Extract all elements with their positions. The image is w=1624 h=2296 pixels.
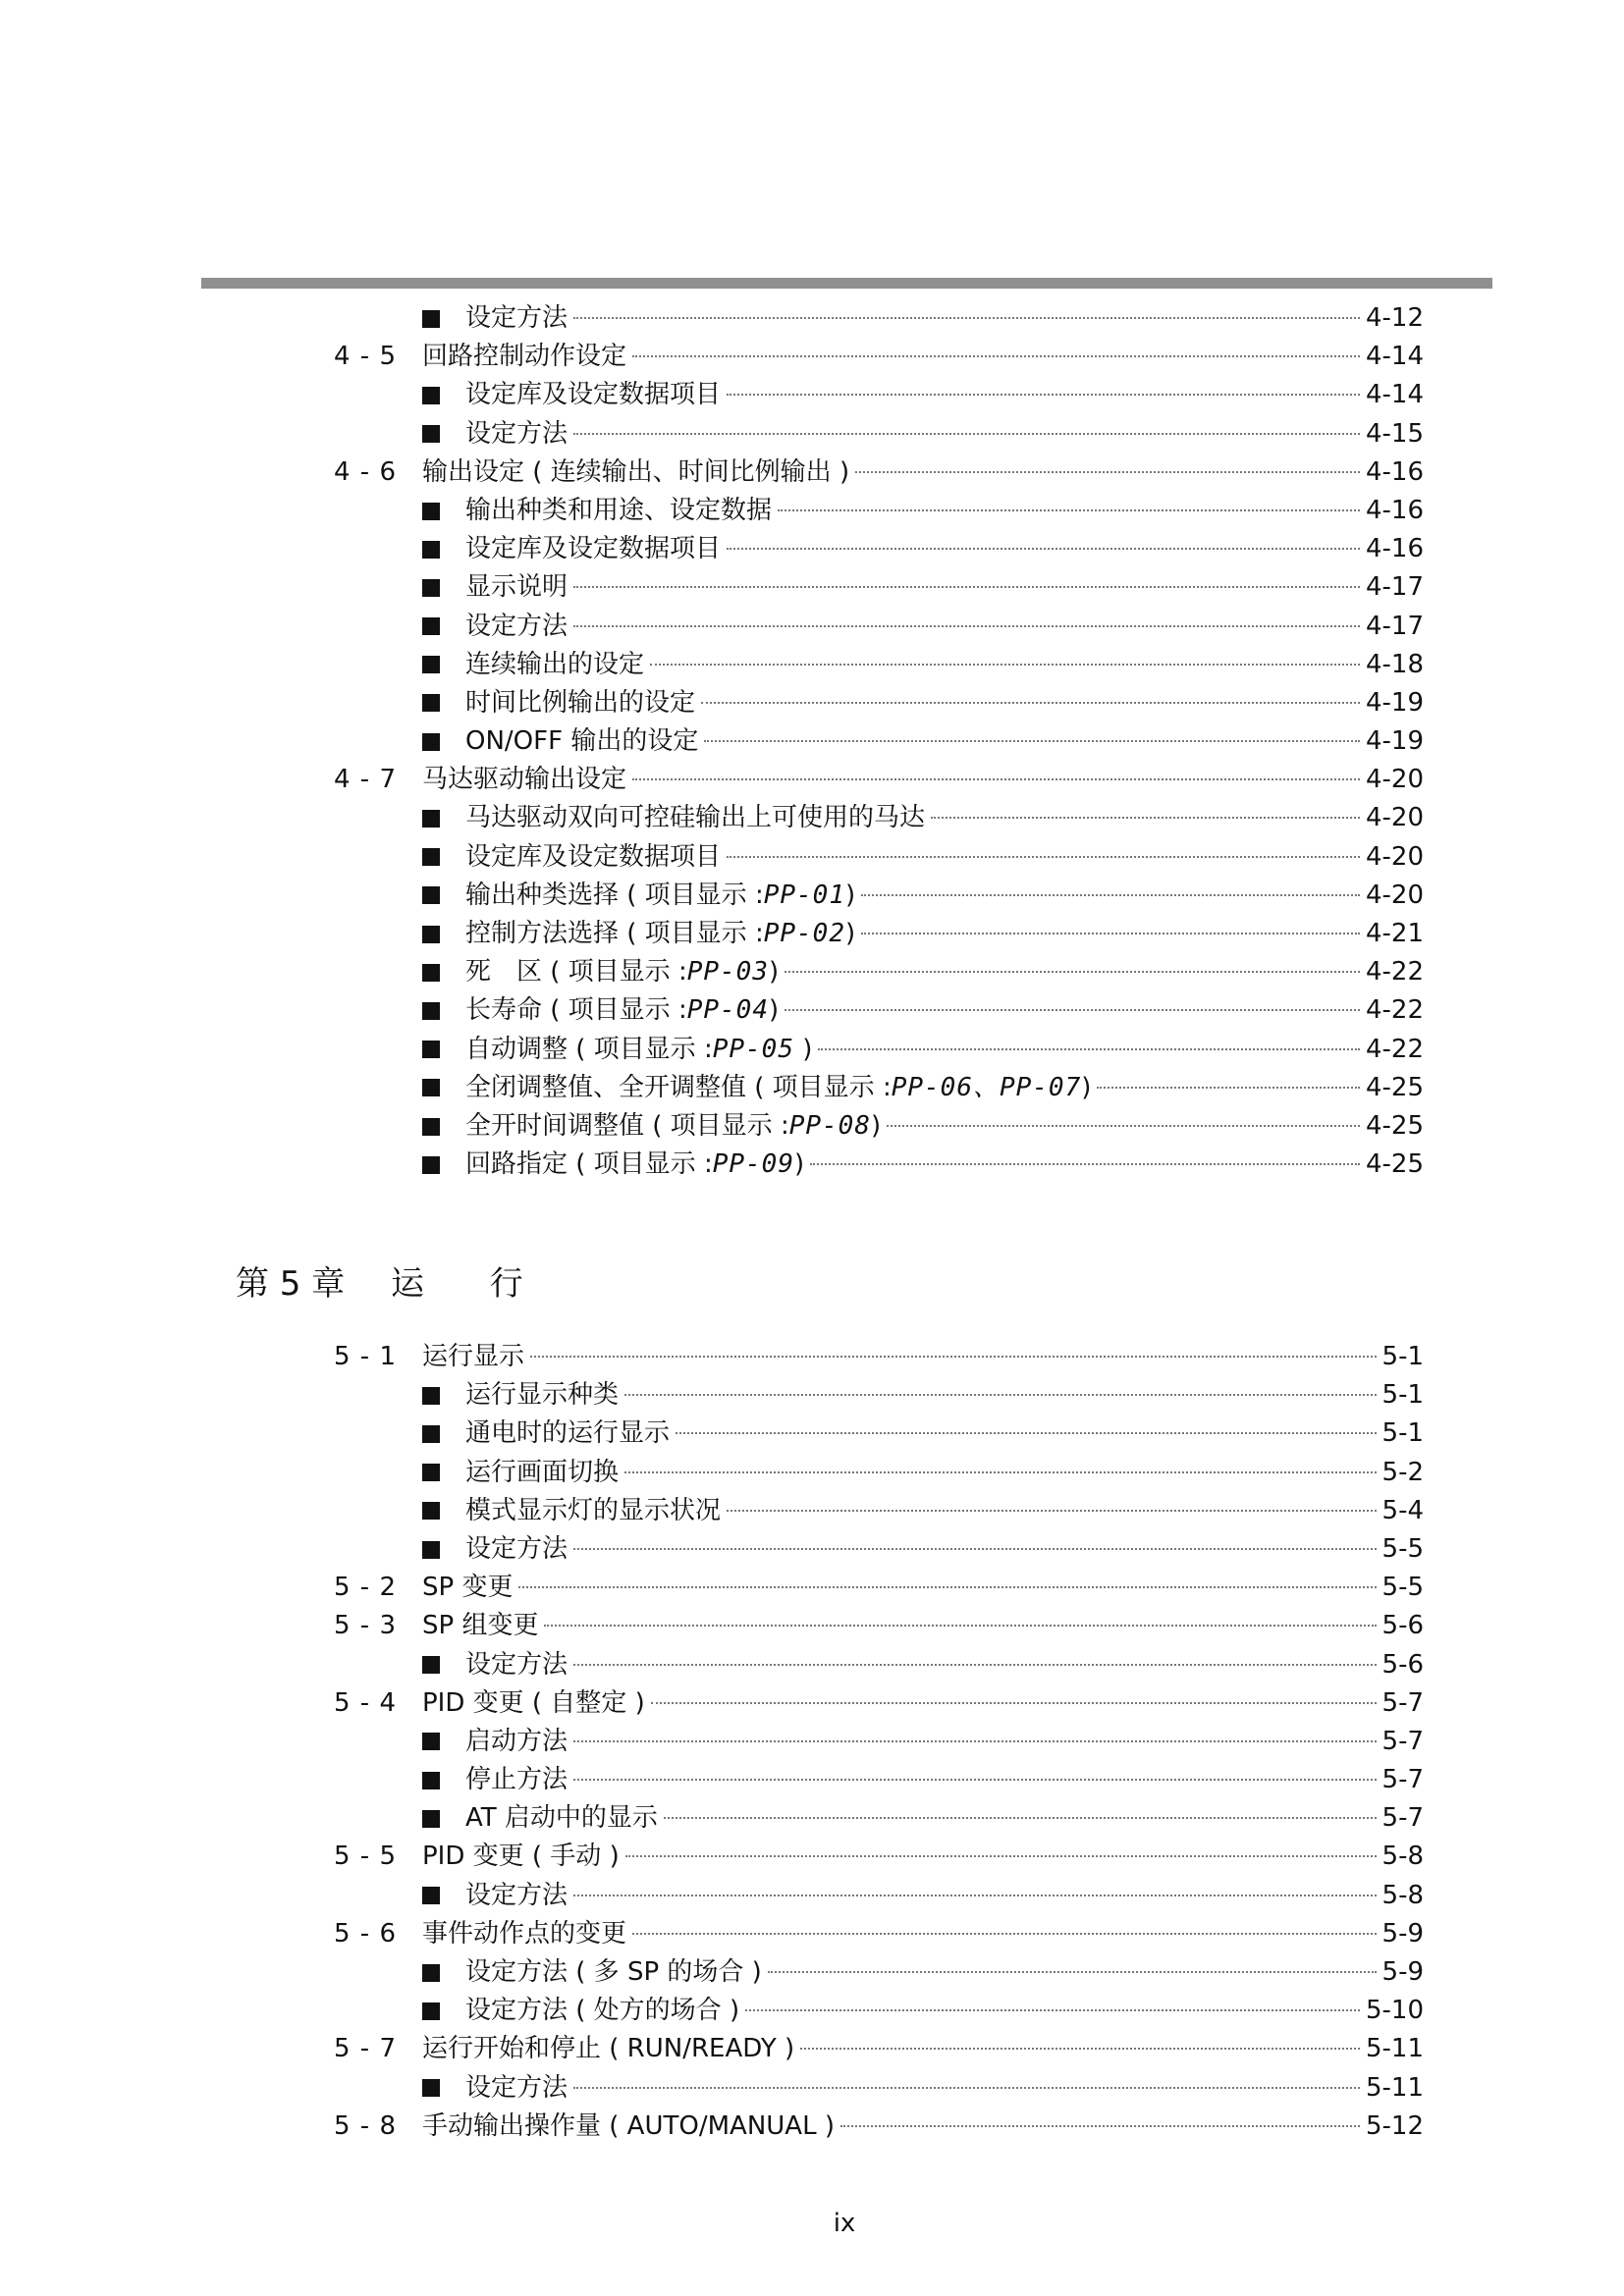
- page-reference: 4-19: [1365, 726, 1424, 757]
- entry-title-text: 显示说明: [465, 572, 568, 603]
- toc-section-row[interactable]: [334, 1684, 1424, 1723]
- page-reference: 4-22: [1365, 1034, 1424, 1064]
- entry-title-suffix: ): [870, 1110, 882, 1141]
- page-reference: 4-25: [1365, 1110, 1424, 1141]
- entry-title-text: 设定方法: [465, 303, 568, 333]
- toc-subsection-row[interactable]: [334, 1069, 1424, 1107]
- square-bullet-icon: [422, 848, 440, 866]
- entry-title: [465, 1376, 619, 1415]
- entry-title: [465, 299, 568, 338]
- page-reference: 4-18: [1365, 649, 1424, 679]
- entry-title: [465, 568, 568, 607]
- section-number: 5 - 1: [334, 1342, 397, 1371]
- square-bullet-icon: [422, 1118, 440, 1136]
- entry-title-text: 通电时的运行显示: [465, 1418, 671, 1449]
- square-bullet-icon: [422, 886, 440, 904]
- toc-section-row[interactable]: [334, 1915, 1424, 1953]
- item-display-code: PP-01: [763, 880, 845, 910]
- dot-leader: [768, 1971, 1377, 1973]
- square-bullet-icon: [422, 387, 440, 404]
- square-bullet-icon: [422, 1464, 440, 1481]
- dot-leader: [701, 702, 1360, 704]
- entry-title: [465, 684, 695, 722]
- dot-leader: [810, 1163, 1360, 1165]
- entry-title-text: ON/OFF 输出的设定: [465, 726, 699, 757]
- square-bullet-icon: [422, 733, 440, 751]
- toc-subsection-row[interactable]: [334, 1953, 1424, 1992]
- toc-subsection-row[interactable]: [334, 991, 1424, 1030]
- entry-title-text: 死 区 ( 项目显示 :: [465, 957, 687, 988]
- entry-title: [465, 991, 779, 1030]
- entry-title-text: 运行画面切换: [465, 1457, 620, 1487]
- square-bullet-icon: [422, 1156, 440, 1174]
- toc-section-row[interactable]: [334, 338, 1424, 376]
- entry-title: [465, 877, 855, 915]
- entry-title: [465, 1877, 568, 1915]
- dot-leader: [931, 817, 1360, 819]
- entry-title: [465, 376, 721, 414]
- dot-leader: [855, 471, 1360, 473]
- entry-title-text: 输出种类选择 ( 项目显示 :: [465, 880, 764, 910]
- entry-title: [422, 338, 626, 376]
- square-bullet-icon: [422, 656, 440, 673]
- dot-leader: [573, 317, 1360, 319]
- section-number: 5 - 8: [334, 2110, 397, 2141]
- page-reference: 5-1: [1381, 1380, 1424, 1411]
- entry-title-suffix: ): [844, 919, 856, 948]
- square-bullet-icon: [422, 1425, 440, 1443]
- dot-leader: [624, 1394, 1377, 1396]
- page-reference: 4-20: [1365, 841, 1424, 872]
- page-reference: 5-11: [1365, 2072, 1424, 2103]
- toc-subsection-row[interactable]: [334, 415, 1424, 454]
- entry-title-text: SP 组变更: [422, 1611, 539, 1641]
- toc-subsection-row[interactable]: [334, 1530, 1424, 1569]
- page-reference: 5-5: [1381, 1573, 1424, 1603]
- dot-leader: [573, 1779, 1377, 1781]
- entry-title-text: 设定方法: [465, 611, 568, 641]
- toc-subsection-row[interactable]: [334, 646, 1424, 684]
- entry-title-text: 全开时间调整值 ( 项目显示 :: [465, 1110, 789, 1141]
- entry-title-text: 运行显示种类: [465, 1380, 620, 1411]
- toc-subsection-row[interactable]: [334, 1492, 1424, 1530]
- entry-title-text: 设定库及设定数据项目: [465, 534, 722, 564]
- entry-title-text: AT 启动中的显示: [465, 1803, 658, 1834]
- toc-subsection-row[interactable]: [334, 568, 1424, 607]
- square-bullet-icon: [422, 310, 440, 328]
- toc-subsection-row[interactable]: [334, 608, 1424, 646]
- square-bullet-icon: [422, 964, 440, 982]
- dot-leader: [727, 1510, 1377, 1512]
- entry-title-text: PID 变更 ( 手动 ): [422, 1842, 620, 1872]
- square-bullet-icon: [422, 1541, 440, 1559]
- chapter-label: 第 5 章: [236, 1264, 346, 1304]
- dot-leader: [1097, 1087, 1360, 1089]
- page-reference: 4-21: [1365, 919, 1424, 948]
- entry-title-suffix: ): [844, 880, 856, 910]
- entry-title: [465, 1530, 568, 1569]
- entry-title-text: 模式显示灯的显示状况: [465, 1495, 722, 1525]
- square-bullet-icon: [422, 1041, 440, 1058]
- dot-leader: [650, 664, 1360, 666]
- dot-leader: [573, 433, 1360, 435]
- entry-title: [422, 1569, 513, 1607]
- toc-subsection-row[interactable]: [334, 1415, 1424, 1453]
- entry-title: [465, 1992, 739, 2030]
- page-reference: 5-2: [1381, 1457, 1424, 1487]
- entry-title-text: 时间比例输出的设定: [465, 687, 696, 718]
- page-reference: 4-14: [1365, 342, 1424, 372]
- dot-leader: [887, 1125, 1360, 1127]
- entry-title: [465, 1646, 568, 1684]
- dot-leader: [573, 1895, 1377, 1896]
- entry-title: [465, 646, 644, 684]
- toc-section-row[interactable]: [334, 1569, 1424, 1607]
- square-bullet-icon: [422, 694, 440, 712]
- entry-title-text: 设定方法: [465, 418, 568, 449]
- square-bullet-icon: [422, 1887, 440, 1904]
- toc-subsection-row[interactable]: [334, 684, 1424, 722]
- toc-subsection-row[interactable]: [334, 722, 1424, 761]
- item-display-code: PP-02: [763, 919, 845, 948]
- entry-title-suffix: ): [793, 1034, 813, 1064]
- toc-subsection-row[interactable]: [334, 915, 1424, 953]
- entry-title: [422, 1607, 538, 1645]
- toc-section-row[interactable]: [334, 1607, 1424, 1645]
- header-rule: [201, 278, 1492, 289]
- dot-leader: [573, 625, 1360, 627]
- item-display-code: PP-03: [686, 957, 769, 988]
- page-reference: 5-9: [1381, 1918, 1424, 1949]
- entry-title: [465, 1454, 619, 1492]
- entry-title: [465, 492, 772, 530]
- section-number: 4 - 5: [334, 342, 397, 372]
- entry-title-text: 设定方法: [465, 1533, 568, 1564]
- dot-leader: [800, 2048, 1360, 2050]
- entry-title: [465, 530, 721, 568]
- page-reference: 4-20: [1365, 803, 1424, 833]
- page-reference: 4-25: [1365, 1072, 1424, 1102]
- page-reference: 4-12: [1365, 303, 1424, 333]
- page-reference: 4-20: [1365, 765, 1424, 795]
- toc-chapter-5: [334, 1338, 1424, 2146]
- page-reference: 4-16: [1365, 534, 1424, 564]
- entry-title: [465, 1761, 568, 1799]
- toc-subsection-row[interactable]: [334, 1799, 1424, 1838]
- page-reference: 4-16: [1365, 495, 1424, 525]
- dot-leader: [745, 2009, 1360, 2011]
- square-bullet-icon: [422, 1772, 440, 1789]
- dot-leader: [778, 509, 1360, 511]
- toc-chapter-4: [334, 299, 1424, 1184]
- page-reference: 5-6: [1381, 1649, 1424, 1680]
- entry-title-text: 长寿命 ( 项目显示 :: [465, 995, 687, 1026]
- square-bullet-icon: [422, 1964, 440, 1982]
- item-display-code: PP-05: [712, 1034, 794, 1064]
- entry-title-text: 输出种类和用途、设定数据: [465, 495, 773, 525]
- page-reference: 4-17: [1365, 572, 1424, 603]
- dot-leader: [632, 355, 1360, 357]
- entry-title: [465, 1107, 881, 1146]
- toc-subsection-row[interactable]: [334, 1761, 1424, 1799]
- square-bullet-icon: [422, 579, 440, 597]
- entry-title-text: 设定库及设定数据项目: [465, 841, 722, 872]
- item-display-code: PP-09: [712, 1149, 794, 1180]
- entry-title: [465, 1492, 721, 1530]
- toc-subsection-row[interactable]: [334, 299, 1424, 338]
- entry-title: [422, 1838, 620, 1876]
- square-bullet-icon: [422, 541, 440, 559]
- page-reference: 5-11: [1365, 2034, 1424, 2064]
- page-reference: 5-4: [1381, 1495, 1424, 1525]
- dot-leader: [727, 394, 1360, 396]
- toc-subsection-row[interactable]: [334, 1992, 1424, 2030]
- page-reference: 4-17: [1365, 611, 1424, 641]
- dot-leader: [624, 1471, 1377, 1473]
- dot-leader: [573, 1548, 1377, 1550]
- toc-section-row[interactable]: [334, 761, 1424, 799]
- entry-title-text: 停止方法: [465, 1765, 568, 1795]
- entry-title: [422, 2030, 794, 2068]
- entry-title: [465, 415, 568, 454]
- section-number: 5 - 4: [334, 1687, 397, 1718]
- entry-title: [465, 722, 698, 761]
- page-reference: 5-7: [1381, 1765, 1424, 1795]
- toc-subsection-row[interactable]: [334, 877, 1424, 915]
- section-number: 5 - 6: [334, 1918, 397, 1949]
- entry-title-text: 设定方法 ( 处方的场合 ): [465, 1996, 740, 2026]
- section-number: 4 - 7: [334, 765, 397, 795]
- dot-leader: [518, 1586, 1376, 1588]
- entry-title-text: 设定方法 ( 多 SP 的场合 ): [465, 1957, 762, 1987]
- dot-leader: [840, 2125, 1360, 2127]
- entry-title: [422, 1684, 645, 1723]
- section-number: 5 - 7: [334, 2034, 397, 2064]
- page-reference: 5-7: [1381, 1687, 1424, 1718]
- toc-subsection-row[interactable]: [334, 838, 1424, 877]
- dot-leader: [704, 740, 1360, 742]
- entry-title: [422, 761, 626, 799]
- toc-subsection-row[interactable]: [334, 1454, 1424, 1492]
- entry-title-text: 设定方法: [465, 1649, 568, 1680]
- entry-title-text: 事件动作点的变更: [422, 1918, 627, 1949]
- dot-leader: [664, 1817, 1377, 1819]
- toc-section-row[interactable]: [334, 1338, 1424, 1376]
- toc-subsection-row[interactable]: [334, 530, 1424, 568]
- toc-subsection-row[interactable]: [334, 376, 1424, 414]
- chapter-heading: [236, 1259, 551, 1308]
- entry-title-text: 运行显示: [422, 1342, 525, 1371]
- page-reference: 5-7: [1381, 1726, 1424, 1756]
- page-reference: 4-14: [1365, 380, 1424, 410]
- entry-title: [465, 953, 779, 991]
- entry-title: [422, 454, 849, 492]
- square-bullet-icon: [422, 1810, 440, 1828]
- entry-title-text: 马达驱动双向可控硅输出上可使用的马达: [465, 803, 926, 833]
- page-reference: 4-20: [1365, 880, 1424, 910]
- dot-leader: [573, 1664, 1377, 1666]
- entry-title: [465, 1146, 804, 1184]
- page-reference: 5-8: [1381, 1842, 1424, 1872]
- toc-subsection-row[interactable]: [334, 492, 1424, 530]
- entry-title: [465, 2069, 568, 2108]
- entry-title-text: 自动调整 ( 项目显示 :: [465, 1034, 713, 1064]
- section-number: 5 - 3: [334, 1611, 397, 1641]
- dot-leader: [573, 586, 1360, 588]
- page-reference: 5-1: [1381, 1418, 1424, 1449]
- entry-title-suffix: ): [768, 957, 780, 988]
- dot-leader: [544, 1625, 1376, 1627]
- entry-title-text: 回路指定 ( 项目显示 :: [465, 1149, 713, 1180]
- entry-title: [465, 1069, 1091, 1107]
- dot-leader: [785, 971, 1360, 973]
- dot-leader: [818, 1048, 1360, 1050]
- dot-leader: [632, 778, 1360, 780]
- page-reference: 4-25: [1365, 1149, 1424, 1180]
- entry-title-suffix: ): [768, 995, 780, 1026]
- item-display-code: PP-08: [788, 1110, 871, 1141]
- entry-title: [465, 1031, 812, 1069]
- entry-title-text: PID 变更 ( 自整定 ): [422, 1687, 645, 1718]
- page-reference: 5-1: [1381, 1342, 1424, 1371]
- square-bullet-icon: [422, 1656, 440, 1674]
- page-reference: 5-12: [1365, 2110, 1424, 2141]
- page-reference: 5-10: [1365, 1996, 1424, 2026]
- toc-section-row[interactable]: [334, 2030, 1424, 2068]
- page-reference: 5-6: [1381, 1611, 1424, 1641]
- entry-title-text: 设定方法: [465, 1880, 568, 1910]
- toc-section-row[interactable]: [334, 454, 1424, 492]
- toc-subsection-row[interactable]: [334, 1723, 1424, 1761]
- entry-title-text: 马达驱动输出设定: [422, 765, 627, 795]
- square-bullet-icon: [422, 2002, 440, 2020]
- toc-subsection-row[interactable]: [334, 953, 1424, 991]
- entry-title-text: 全闭调整值、全开调整值 ( 项目显示 :: [465, 1072, 892, 1102]
- entry-title: [465, 608, 568, 646]
- square-bullet-icon: [422, 503, 440, 520]
- toc-subsection-row[interactable]: [334, 1877, 1424, 1915]
- entry-title: [465, 1799, 658, 1838]
- item-display-code: PP-04: [686, 995, 769, 1026]
- toc-subsection-row[interactable]: [334, 1376, 1424, 1415]
- entry-title-suffix: ): [1081, 1072, 1092, 1102]
- square-bullet-icon: [422, 926, 440, 943]
- toc-subsection-row[interactable]: [334, 799, 1424, 837]
- page-reference: 4-22: [1365, 957, 1424, 988]
- entry-title-text: 设定库及设定数据项目: [465, 380, 722, 410]
- entry-title: [422, 1338, 524, 1376]
- entry-title: [422, 1915, 626, 1953]
- page-reference: 5-8: [1381, 1880, 1424, 1910]
- page-reference: 5-9: [1381, 1957, 1424, 1987]
- toc-subsection-row[interactable]: [334, 1646, 1424, 1684]
- toc-section-row[interactable]: [334, 1838, 1424, 1876]
- entry-title: [465, 915, 855, 953]
- dot-leader: [530, 1356, 1377, 1358]
- toc-subsection-row[interactable]: [334, 1107, 1424, 1146]
- dot-leader: [785, 1009, 1360, 1011]
- section-number: 4 - 6: [334, 456, 397, 487]
- entry-title-text: 输出设定 ( 连续输出、时间比例输出 ): [422, 456, 850, 487]
- square-bullet-icon: [422, 425, 440, 443]
- chapter-title: 运 行: [391, 1264, 551, 1304]
- page-number: ix: [833, 2209, 856, 2238]
- entry-title: [465, 799, 925, 837]
- dot-leader: [625, 1855, 1377, 1857]
- toc-subsection-row[interactable]: [334, 1146, 1424, 1184]
- square-bullet-icon: [422, 1079, 440, 1096]
- square-bullet-icon: [422, 1002, 440, 1020]
- entry-title-suffix: ): [793, 1149, 805, 1180]
- section-number: 5 - 2: [334, 1573, 397, 1603]
- entry-title-text: 控制方法选择 ( 项目显示 :: [465, 919, 764, 948]
- page-reference: 5-5: [1381, 1533, 1424, 1564]
- page-reference: 4-19: [1365, 687, 1424, 718]
- dot-leader: [861, 894, 1360, 896]
- item-display-code: PP-06、PP-07: [891, 1072, 1082, 1102]
- page-reference: 4-15: [1365, 418, 1424, 449]
- entry-title-text: SP 变更: [422, 1573, 514, 1603]
- toc-subsection-row[interactable]: [334, 1031, 1424, 1069]
- square-bullet-icon: [422, 1733, 440, 1750]
- dot-leader: [861, 933, 1360, 934]
- dot-leader: [573, 2087, 1360, 2089]
- entry-title-text: 设定方法: [465, 2072, 568, 2103]
- entry-title: [465, 1415, 670, 1453]
- dot-leader: [676, 1432, 1377, 1434]
- dot-leader: [632, 1933, 1377, 1935]
- entry-title-text: 手动输出操作量 ( AUTO/MANUAL ): [422, 2110, 835, 2141]
- page-reference: 4-16: [1365, 456, 1424, 487]
- square-bullet-icon: [422, 1502, 440, 1520]
- square-bullet-icon: [422, 810, 440, 828]
- dot-leader: [651, 1702, 1377, 1704]
- dot-leader: [727, 856, 1360, 858]
- entry-title-text: 启动方法: [465, 1726, 568, 1756]
- dot-leader: [727, 548, 1360, 550]
- entry-title: [465, 1723, 568, 1761]
- entry-title: [465, 1953, 762, 1992]
- entry-title-text: 回路控制动作设定: [422, 342, 627, 372]
- entry-title-text: 连续输出的设定: [465, 649, 645, 679]
- entry-title: [465, 838, 721, 877]
- square-bullet-icon: [422, 2079, 440, 2097]
- entry-title-text: 运行开始和停止 ( RUN/READY ): [422, 2034, 795, 2064]
- page-reference: 4-22: [1365, 995, 1424, 1026]
- toc-section-row[interactable]: [334, 2108, 1424, 2146]
- toc-subsection-row[interactable]: [334, 2069, 1424, 2108]
- page-reference: 5-7: [1381, 1803, 1424, 1834]
- dot-leader: [573, 1740, 1377, 1742]
- square-bullet-icon: [422, 1387, 440, 1405]
- entry-title: [422, 2108, 835, 2146]
- square-bullet-icon: [422, 617, 440, 635]
- section-number: 5 - 5: [334, 1842, 397, 1872]
